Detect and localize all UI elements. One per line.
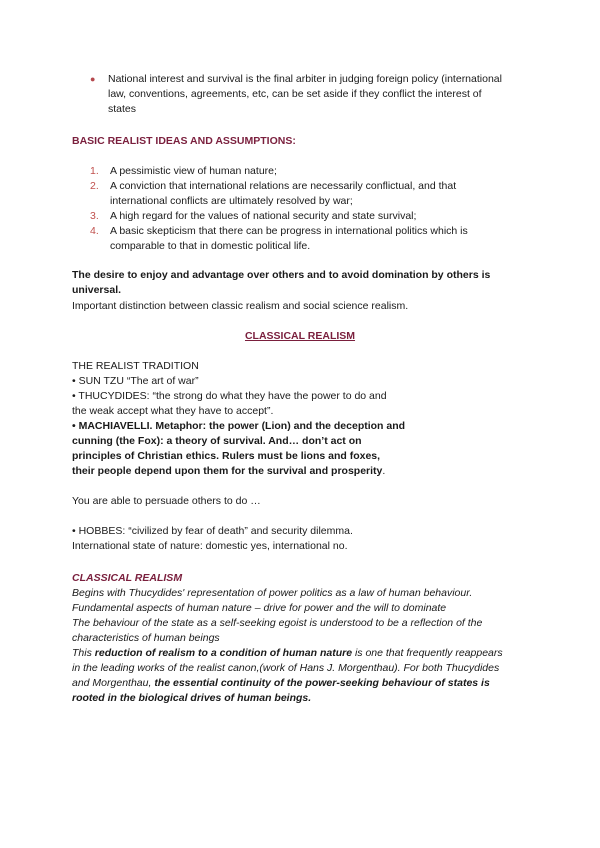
classical-realism-heading: CLASSICAL REALISM: [244, 330, 356, 342]
intro-bullet: [90, 72, 530, 117]
list-number: 2.: [90, 180, 99, 192]
period: .: [382, 465, 386, 477]
desire-line: The desire to enjoy and advantage over others and to avoid domination by others is: [72, 269, 491, 281]
hobbes-item: • HOBBES: “civilized by fear of death” and security dilemma.: [72, 525, 353, 537]
text-run: is one that frequently reappears: [352, 647, 503, 659]
classical-section-title: CLASSICAL REALISM: [72, 572, 183, 584]
sun-tzu-item: • SUN TZU “The art of war”: [72, 375, 199, 387]
thucydides-item: the weak accept what they have to accept”.: [72, 405, 274, 417]
list-item: [90, 224, 530, 254]
assumptions-list: [90, 164, 530, 254]
realist-tradition: [72, 359, 532, 554]
classical-line: [72, 676, 542, 691]
classical-line: rooted in the biological drives of human beings.: [72, 692, 312, 704]
intro-line: states: [108, 103, 137, 115]
list-text: comparable to that in domestic political life.: [110, 240, 311, 252]
intro-line: law, conventions, agreements, etc, can be set aside if they conflict the interest of: [108, 88, 482, 100]
bold-run: the essential continuity of the power-seeking behaviour of states is: [154, 677, 490, 689]
list-item: [90, 164, 530, 179]
classical-line: characteristics of human beings: [72, 632, 220, 644]
bullet-dot-icon: ●: [90, 74, 96, 84]
text-run: This: [72, 647, 95, 659]
machiavelli-item: cunning (the Fox): a theory of survival. And… don’t act on: [72, 435, 362, 447]
classical-line: The behaviour of the state as a self-seeking egoist is understood to be a reflection of the: [72, 617, 483, 629]
machiavelli-item: principles of Christian ethics. Rulers must be lions and foxes,: [72, 450, 381, 462]
list-text: A basic skepticism that there can be progress in international politics which is: [110, 225, 468, 237]
classical-line: in the leading works of the realist canon,(work of Hans J. Morgenthau). For both Thucydides: [72, 662, 500, 674]
classical-line: Begins with Thucydides' representation of power politics as a law of human behaviour.: [72, 587, 473, 599]
desire-statement: [72, 268, 532, 298]
machiavelli-item: • MACHIAVELLI. Metaphor: the power (Lion) and the deception and: [72, 420, 406, 432]
text-run: and Morgenthau,: [72, 677, 155, 689]
machiavelli-item: [72, 464, 532, 479]
intro-line: National interest and survival is the final arbiter in judging foreign policy (international: [108, 73, 502, 85]
list-text: A pessimistic view of human nature;: [110, 165, 277, 177]
distinction-note: Important distinction between classic realism and social science realism.: [72, 300, 409, 312]
list-number: 1.: [90, 165, 99, 177]
classical-line: [72, 646, 542, 661]
list-item: [90, 179, 530, 209]
classical-realism-section: [72, 571, 542, 706]
desire-line: universal.: [72, 284, 122, 296]
assumptions-heading: BASIC REALIST IDEAS AND ASSUMPTIONS:: [72, 135, 296, 147]
classical-line: Fundamental aspects of human nature – drive for power and the will to dominate: [72, 602, 447, 614]
list-item: [90, 209, 530, 224]
list-text: A high regard for the values of national security and state survival;: [110, 210, 417, 222]
machiavelli-bold-text: their people depend upon them for the survival and prosperity: [72, 465, 383, 477]
bold-run: reduction of realism to a condition of human nature: [94, 647, 353, 659]
persuade-line: You are able to persuade others to do …: [72, 495, 261, 507]
list-text: A conviction that international relations are necessarily conflictual, and that: [110, 180, 457, 192]
list-number: 3.: [90, 210, 99, 222]
state-of-nature-line: International state of nature: domestic yes, international no.: [72, 540, 348, 552]
list-text: international conflicts are ultimately resolved by war;: [110, 195, 353, 207]
list-number: 4.: [90, 225, 99, 237]
tradition-title: THE REALIST TRADITION: [72, 360, 199, 372]
thucydides-item: • THUCYDIDES: “the strong do what they have the power to do and: [72, 390, 387, 402]
